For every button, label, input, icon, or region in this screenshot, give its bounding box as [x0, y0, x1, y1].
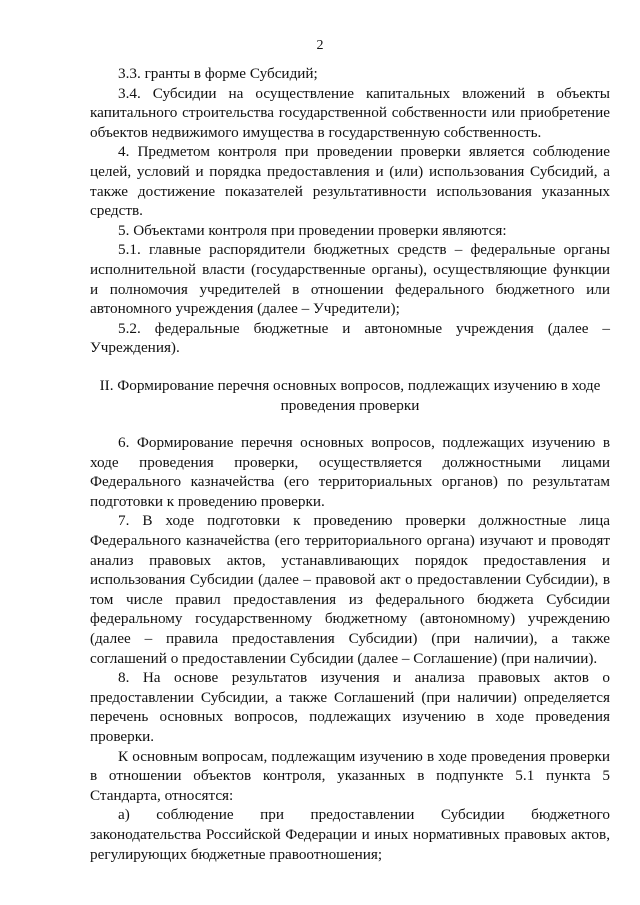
page-number: 2: [316, 38, 324, 53]
paragraph-main-questions: К основным вопросам, подлежащим изучению в ходе проведения проверки в отношении объектов контроля, указанных в подпункте 5.1 пункта 5 Стандарта, относятся:: [90, 747, 610, 804]
paragraph-5: 5. Объектами контроля при проведении проверки являются:: [118, 221, 507, 239]
paragraph-4: 4. Предметом контроля при проведении проверки является соблюдение целей, условий и порядка предоставления и (или) использования Субсидий, а также достижение показателей результативности использования указанных средств.: [90, 143, 610, 220]
paragraph-5-2: 5.2. федеральные бюджетные и автономные учреждения (далее – Учреждения).: [90, 319, 610, 357]
paragraph-item-a: а) соблюдение при предоставлении Субсидии бюджетного законодательства Российской Федерации и иных нормативных правовых актов, регулирующих бюджетные правоотношения;: [90, 806, 610, 863]
paragraph-8: 8. На основе результатов изучения и анализа правовых актов о предоставлении Субсидии, а также Соглашений (при наличии) определяется перечень основных вопросов, подлежащих изучению в ходе проведения проверки.: [90, 669, 610, 745]
document-body: [90, 64, 610, 864]
paragraph-7: 7. В ходе подготовки к проведению проверки должностные лица Федерального казначейства (его территориального органа) изучают и проводят анализ правовых актов, устанавливающих порядок предоставления и использования Субсидии (далее – правовой акт о предоставлении Субсидии), в том числе правил предоставления из федерального бюджета Субсидии федеральному государственному бюджетному (автономному) учреждению (далее – правила предоставления Субсидии) (при наличии), а также соглашений о предоставлении Субсидии (далее – Соглашение) (при наличии).: [90, 512, 610, 667]
paragraph-5-1: 5.1. главные распорядители бюджетных средств – федеральные органы исполнительной власти (государственные органы), осуществляющие функции и полномочия учредителей в отношении федерального бюджетного или автономного учреждения (далее – Учредители);: [90, 241, 610, 318]
section-heading: II. Формирование перечня основных вопросов, подлежащих изучению в ходе проведения проверки: [99, 376, 601, 414]
paragraph-6: 6. Формирование перечня основных вопросов, подлежащих изучению в ходе проведения проверки, осуществляется должностными лицами Федерального казначейства (его территориальных органов) по результатам подготовки к проведению проверки.: [90, 434, 610, 510]
paragraph-3-3: 3.3. гранты в форме Субсидий;: [118, 65, 318, 82]
paragraph-3-4: 3.4. Субсидии на осуществление капитальных вложений в объекты капитального строительства государственной собственности или приобретение объектов недвижимого имущества в государственную собственность.: [90, 84, 610, 141]
